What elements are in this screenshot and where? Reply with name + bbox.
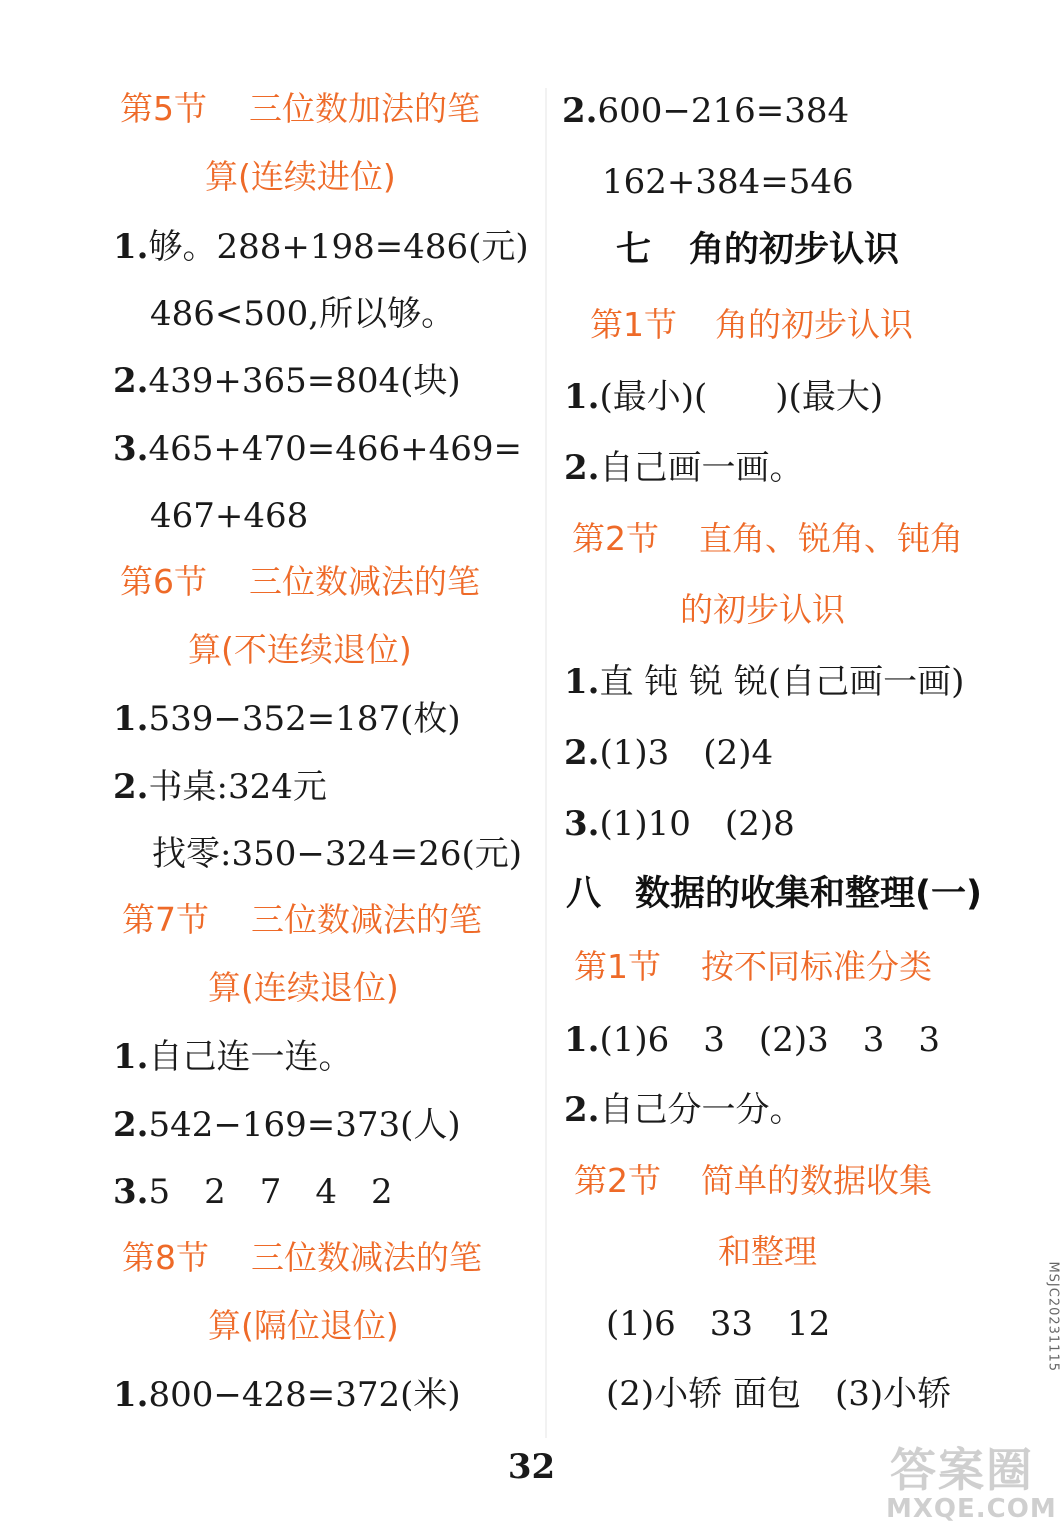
section-title-8 <box>122 1238 482 1277</box>
item-text: 465+470=466+469= <box>148 429 523 469</box>
chapter-heading-8 <box>566 874 983 914</box>
section-title-text: 三位数减法的笔 <box>251 900 482 939</box>
watermark-bottom: MXQE.COM <box>886 1494 1057 1524</box>
item-number: 1. <box>564 1020 600 1060</box>
section-title-text: 三位数减法的笔 <box>249 562 480 601</box>
section-number: 第1节 <box>590 305 677 344</box>
item-text: 直 钝 锐 锐(自己画一画) <box>599 662 965 702</box>
item-number: 2. <box>564 1090 600 1130</box>
answer-item <box>564 733 774 773</box>
answer-item <box>562 91 850 131</box>
section-number: 第7节 <box>122 900 209 939</box>
section-title-8-2 <box>574 1161 932 1200</box>
answer-item <box>113 699 461 739</box>
item-number: 1. <box>113 1037 149 1077</box>
item-text: 自己画一画。 <box>599 448 804 488</box>
item-text: 自己分一分。 <box>599 1090 804 1130</box>
item-text: 542−169=373(人) <box>148 1105 461 1145</box>
section-title-8-1 <box>574 947 932 986</box>
answer-item-cont: 467+468 <box>150 496 309 536</box>
section-title-text: 直角、锐角、钝角 <box>699 519 963 558</box>
item-number: 2. <box>113 1105 149 1145</box>
chapter-title: 数据的收集和整理(一) <box>635 874 983 914</box>
item-number: 2. <box>113 361 149 401</box>
section-number: 第6节 <box>120 562 207 601</box>
item-number: 2. <box>113 767 149 807</box>
item-number: 1. <box>113 699 149 739</box>
section-number: 第8节 <box>122 1238 209 1277</box>
section-title-8-2-cont: 和整理 <box>718 1232 817 1271</box>
chapter-number: 八 <box>566 874 602 914</box>
section-title-7-2 <box>572 519 963 558</box>
item-text: 5 2 7 4 2 <box>148 1172 393 1212</box>
item-text: 800−428=372(米) <box>148 1375 461 1415</box>
item-text: 600−216=384 <box>597 91 850 131</box>
chapter-number: 七 <box>616 230 652 270</box>
answer-line: (1)6 33 12 <box>606 1304 831 1344</box>
item-text: 够。288+198=486(元) <box>148 227 529 267</box>
answer-item <box>113 361 461 401</box>
item-text: (1)6 3 (2)3 3 3 <box>599 1020 940 1060</box>
item-number: 3. <box>113 1172 149 1212</box>
section-title-7-cont: 算(连续退位) <box>208 968 399 1007</box>
answer-item <box>113 767 327 807</box>
item-text: 439+365=804(块) <box>148 361 461 401</box>
item-number: 2. <box>564 733 600 773</box>
item-number: 3. <box>564 804 600 844</box>
watermark-top: 答案圈 <box>890 1443 1034 1497</box>
section-number: 第5节 <box>120 89 207 128</box>
item-number: 2. <box>562 91 598 131</box>
answer-item-cont: 找零:350−324=26(元) <box>152 834 523 874</box>
section-title-6-cont: 算(不连续退位) <box>188 630 412 669</box>
section-title-8-cont: 算(隔位退位) <box>208 1306 399 1345</box>
section-title-text: 简单的数据收集 <box>701 1161 932 1200</box>
item-number: 2. <box>564 448 600 488</box>
section-title-7 <box>122 900 482 939</box>
answer-item <box>113 1105 461 1145</box>
item-text: 539−352=187(枚) <box>148 699 461 739</box>
answer-item <box>113 1375 461 1415</box>
item-text: (1)10 (2)8 <box>599 804 795 844</box>
section-title-5-cont: 算(连续进位) <box>205 157 396 196</box>
answer-item <box>564 377 884 417</box>
answer-item-cont: 486<500,所以够。 <box>150 294 456 334</box>
section-number: 第1节 <box>574 947 661 986</box>
item-number: 1. <box>564 377 600 417</box>
section-title-7-2-cont: 的初步认识 <box>680 590 845 629</box>
section-number: 第2节 <box>572 519 659 558</box>
section-title-text: 按不同标准分类 <box>701 947 932 986</box>
item-number: 1. <box>564 662 600 702</box>
answer-item <box>564 448 804 488</box>
answer-item <box>564 1020 940 1060</box>
side-code: MSJC20231115 <box>1046 1261 1061 1372</box>
chapter-heading-7 <box>616 230 900 270</box>
item-text: (最小)( )(最大) <box>599 377 884 417</box>
column-divider <box>545 88 547 1438</box>
answer-item <box>564 662 965 702</box>
section-number: 第2节 <box>574 1161 661 1200</box>
answer-line: (2)小轿 面包 (3)小轿 <box>606 1374 952 1414</box>
item-text: (1)3 (2)4 <box>599 733 774 773</box>
answer-item <box>564 804 795 844</box>
item-text: 自己连一连。 <box>148 1037 353 1077</box>
section-title-text: 三位数加法的笔 <box>249 89 480 128</box>
answer-item <box>113 1172 393 1212</box>
item-text: 书桌:324元 <box>148 767 327 807</box>
answer-item-cont: 162+384=546 <box>602 162 854 202</box>
answer-item <box>113 429 523 469</box>
section-title-6 <box>120 562 480 601</box>
section-title-text: 角的初步认识 <box>715 305 913 344</box>
answer-item <box>113 227 529 267</box>
item-number: 1. <box>113 227 149 267</box>
answer-item <box>113 1037 353 1077</box>
item-number: 3. <box>113 429 149 469</box>
answer-item <box>564 1090 804 1130</box>
section-title-7-1 <box>590 305 913 344</box>
item-number: 1. <box>113 1375 149 1415</box>
watermark-logo <box>872 1430 1058 1530</box>
section-title-text: 三位数减法的笔 <box>251 1238 482 1277</box>
page-number: 32 <box>507 1447 556 1487</box>
section-title-5 <box>120 89 480 128</box>
chapter-title: 角的初步认识 <box>689 230 900 270</box>
